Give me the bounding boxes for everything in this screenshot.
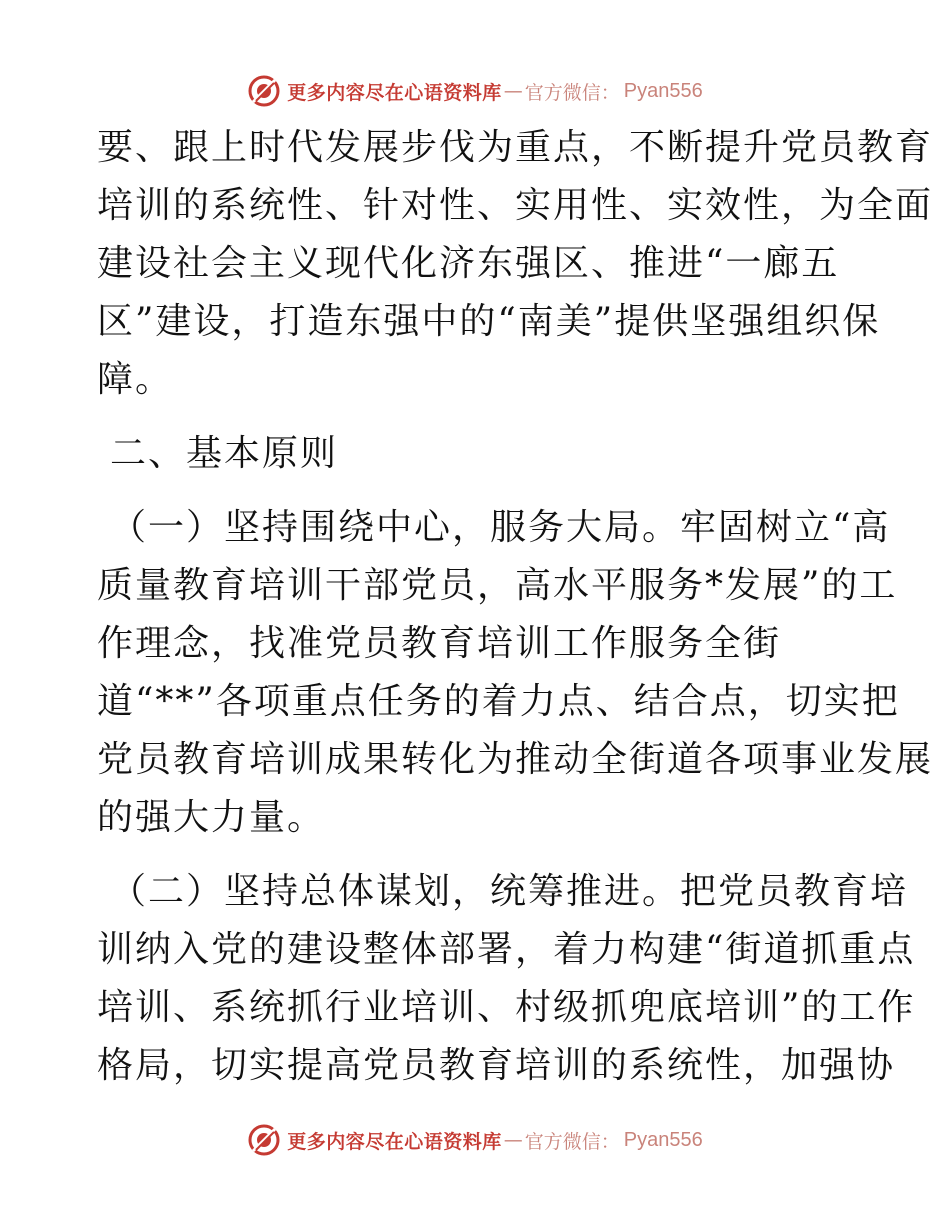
brand-logo-icon — [247, 1123, 281, 1157]
brand-logo-icon — [247, 74, 281, 108]
body-line: 训纳入党的建设整体部署，着力构建“街道抓重点 — [97, 929, 916, 970]
header-banner-text: 更多内容尽在心语资料库 — [287, 81, 502, 104]
footer-watermark-banner — [0, 1120, 950, 1160]
body-line: （一）坚持围绕中心，服务大局。牢固树立“高 — [110, 507, 891, 548]
body-line: 格局，切实提高党员教育培训的系统性，加强协 — [97, 1045, 896, 1086]
body-line: 道“**”各项重点任务的着力点、结合点，切实把 — [97, 681, 900, 722]
body-line: 党员教育培训成果转化为推动全街道各项事业发展 — [97, 739, 934, 780]
body-line: （二）坚持总体谋划，统筹推进。把党员教育培 — [110, 871, 909, 912]
body-line: 作理念，找准党员教育培训工作服务全街 — [97, 623, 782, 664]
header-banner-separator: — — [503, 80, 523, 102]
section-heading: 二、基本原则 — [110, 433, 339, 474]
body-line: 培训、系统抓行业培训、村级抓兜底培训”的工作 — [97, 987, 916, 1028]
body-line: 要、跟上时代发展步伐为重点，不断提升党员教育 — [97, 127, 934, 168]
header-wechat-id: Pyan556 — [623, 79, 703, 102]
body-line: 建设社会主义现代化济东强区、推进“一廊五 — [97, 243, 840, 284]
body-line: 区”建设，打造东强中的“南美”提供坚强组织保 — [97, 301, 881, 342]
body-line: 障。 — [97, 359, 174, 400]
footer-banner-text: 更多内容尽在心语资料库 — [287, 1130, 502, 1153]
body-line: 质量教育培训干部党员，高水平服务*发展”的工 — [97, 565, 898, 606]
footer-banner-separator: — — [503, 1129, 523, 1151]
footer-wechat-id: Pyan556 — [623, 1128, 703, 1151]
body-line: 培训的系统性、针对性、实用性、实效性，为全面 — [97, 185, 934, 226]
body-line: 的强大力量。 — [97, 797, 326, 838]
header-watermark-banner — [0, 71, 950, 111]
footer-wechat-label: 官方微信： — [524, 1130, 620, 1153]
header-wechat-label: 官方微信： — [524, 81, 620, 104]
